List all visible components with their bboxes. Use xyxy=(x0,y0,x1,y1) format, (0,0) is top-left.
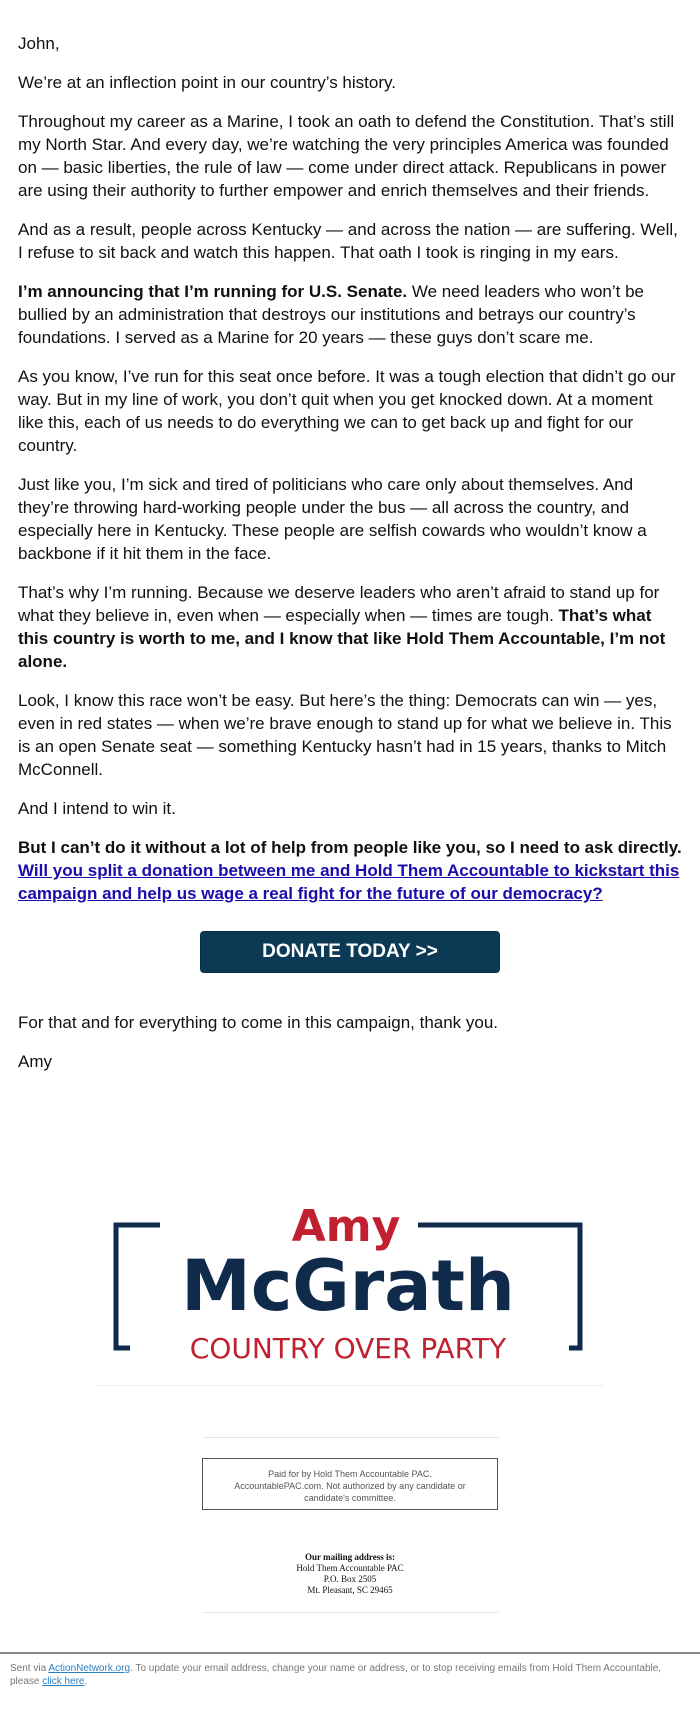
footer-sent-via: Sent via xyxy=(10,1663,49,1674)
mailing-heading: Our mailing address is: xyxy=(305,1552,395,1562)
disclaimer-line-2: AccountablePAC.com. Not authorized by any candidate or candidate's committee. xyxy=(234,1481,466,1503)
ask-text: But I can’t do it without a lot of help from people like you, so I need to ask directly. xyxy=(18,838,682,857)
email-body xyxy=(18,32,682,1089)
donation-link[interactable]: Will you split a donation between me and Hold Them Accountable to kickstart this campaign and help us wage a real fight for the future of our democracy? xyxy=(18,861,680,903)
divider-bottom xyxy=(203,1612,499,1613)
footer-end: . xyxy=(84,1676,88,1687)
logo-last-name: McGrath xyxy=(181,1245,515,1327)
paragraph-8: Look, I know this race won’t be easy. But here’s the thing: Democrats can win — yes, even in red states — when we’re brave enough to stand up for what we believe in. This is an open Senate seat — something Kentucky hasn’t had in 15 years, thanks to Mitch McConnell. xyxy=(18,691,672,779)
paragraph-7-bold: That’s what this country is worth to me, and I know that like Hold Them Accountable, I’m not alone. xyxy=(18,606,666,671)
logo-first-name: Amy xyxy=(291,1201,401,1252)
paid-for-disclaimer xyxy=(202,1458,498,1510)
closing: For that and for everything to come in this campaign, thank you. xyxy=(18,1013,499,1032)
paragraph-10 xyxy=(18,836,682,905)
logo-divider xyxy=(96,1385,604,1386)
paragraph-1: We’re at an inflection point in our country’s history. xyxy=(18,73,396,92)
paragraph-5: As you know, I’ve run for this seat once before. It was a tough election that didn’t go our way. But in my line of work, you don’t quit when you get knocked down. At a moment like this, each of us needs to do everything we can to get back up and fight for our country. xyxy=(18,367,676,455)
unsubscribe-link[interactable]: click here xyxy=(42,1676,85,1687)
email-footer xyxy=(10,1662,690,1688)
donate-button[interactable]: DONATE TODAY >> xyxy=(200,931,500,973)
paragraph-9: And I intend to win it. xyxy=(18,799,176,818)
mailing-city: Mt. Pleasant, SC 29465 xyxy=(307,1585,393,1595)
logo-tagline: COUNTRY OVER PARTY xyxy=(189,1332,507,1365)
announcement-text: I’m announcing that I’m running for U.S. Senate. xyxy=(18,282,408,301)
donate-button-wrap xyxy=(18,931,682,973)
actionnetwork-link[interactable]: ActionNetwork.org xyxy=(48,1663,131,1674)
mailing-box: P.O. Box 2505 xyxy=(323,1574,377,1584)
paragraph-2: Throughout my career as a Marine, I took an oath to defend the Constitution. That’s still my North Star. And every day, we’re watching the very principles America was founded on — basic liberties, the rule of law — come under direct attack. Republicans in power are using their authority to further empower and enrich themselves and their friends. xyxy=(18,112,675,200)
mailing-address xyxy=(200,1552,500,1596)
mailing-org: Hold Them Accountable PAC xyxy=(296,1563,404,1573)
signature: Amy xyxy=(18,1052,52,1071)
paragraph-7-text: That’s why I’m running. Because we deserve leaders who aren’t afraid to stand up for what they believe in, even when — especially when — times are tough. xyxy=(18,583,660,625)
footer-text: . To update your email address, change your name or address, or to stop receiving emails from Hold Them Accountable, please xyxy=(10,1663,662,1687)
divider-top xyxy=(203,1437,499,1438)
logo-bracket-left xyxy=(116,1225,160,1348)
paragraph-7 xyxy=(18,581,682,673)
greeting: John, xyxy=(18,34,60,53)
paragraph-4-rest: We need leaders who won’t be bullied by an administration that destroys our institutions and betrays our country’s foundations. I served as a Marine for 20 years — these guys don’t scare me. xyxy=(18,282,645,347)
disclaimer-line-1: Paid for by Hold Them Accountable PAC. xyxy=(268,1469,432,1479)
campaign-logo[interactable] xyxy=(96,1198,604,1380)
paragraph-4 xyxy=(18,280,682,349)
paragraph-3: And as a result, people across Kentucky — and across the nation — are suffering. Well, I refuse to sit back and watch this happen. That oath I took is ringing in my ears. xyxy=(18,220,678,262)
footer-divider xyxy=(0,1652,700,1654)
paragraph-6: Just like you, I’m sick and tired of politicians who care only about themselves. And they’re throwing hard-working people under the bus — all across the country, and especially here in Kentucky. These people are selfish cowards who wouldn’t know a backbone if it hit them in the face. xyxy=(18,475,647,563)
